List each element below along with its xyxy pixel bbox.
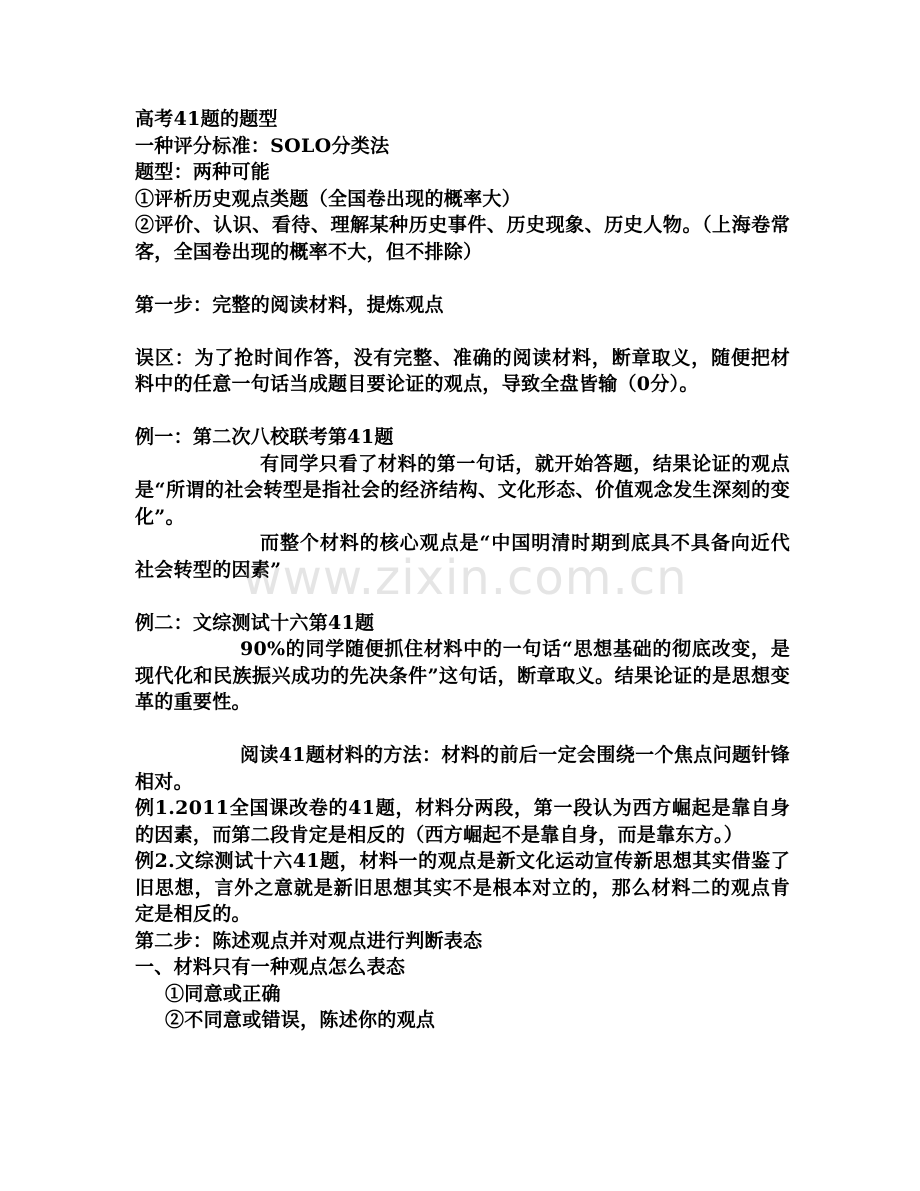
- doc-title: 高考41题的题型: [135, 108, 278, 130]
- reading-method-paragraph: 阅读41题材料的方法：材料的前后一定会围绕一个焦点问题针锋相对。: [135, 744, 790, 793]
- spacer: [135, 716, 790, 743]
- spacer: [135, 583, 790, 610]
- option-disagree: ②不同意或错误，陈述你的观点: [165, 1009, 436, 1031]
- document-body: [135, 106, 790, 1034]
- mistake-paragraph: 误区：为了抢时间作答，没有完整、准确的阅读材料，断章取义，随便把材料中的任意一句话当成题目要论证的观点，导致全盘皆输（0分）。: [135, 346, 790, 395]
- example-1-heading: 例一：第二次八校联考第41题: [135, 426, 394, 448]
- example-1-paragraph-1: 有同学只看了材料的第一句话，就开始答题，结果论证的观点是“所谓的社会转型是指社会的经济结构、文化形态、价值观念发生深刻的变化”。: [135, 452, 790, 528]
- step-2-heading: 第二步：陈述观点并对观点进行判断表态: [135, 929, 483, 952]
- example-2-paragraph: 90%的同学随便抓住材料中的一句话“思想基础的彻底改变，是现代化和民族振兴成功的先决条件”这句话，断章取义。结果论证的是思想变革的重要性。: [135, 638, 790, 713]
- question-types-heading: 题型：两种可能: [135, 161, 271, 183]
- spacer: [135, 398, 790, 425]
- option-agree: ①同意或正确: [165, 982, 281, 1005]
- single-view-heading: 一、材料只有一种观点怎么表态: [135, 956, 406, 978]
- scoring-standard: 一种评分标准：SOLO分类法: [135, 134, 390, 157]
- question-type-2: ②评价、认识、看待、理解某种历史事件、历史现象、历史人物。（上海卷常客，全国卷出现的概率不大，但不排除）: [135, 214, 790, 263]
- site-watermark: www.zixin.com.cn: [242, 550, 688, 606]
- example-2-heading: 例二：文综测试十六第41题: [135, 611, 375, 634]
- case-2-paragraph: 例2.文综测试十六41题，材料一的观点是新文化运动宣传新思想其实借鉴了旧思想，言外之意就是新旧思想其实不是根本对立的，那么材料二的观点肯定是相反的。: [135, 850, 790, 925]
- example-1-paragraph-2: 而整个材料的核心观点是“中国明清时期到底具不具备向近代社会转型的因素”: [135, 532, 790, 581]
- case-1-paragraph: 例1.2011全国课改卷的41题，材料分两段，第一段认为西方崛起是靠自身的因素，而第二段肯定是相反的（西方崛起不是靠自身，而是靠东方。）: [135, 797, 790, 846]
- step-1-heading: 第一步：完整的阅读材料，提炼观点: [135, 293, 444, 316]
- spacer: [135, 265, 790, 292]
- question-type-1: ①评析历史观点类题（全国卷出现的概率大）: [135, 187, 522, 210]
- spacer: [135, 318, 790, 345]
